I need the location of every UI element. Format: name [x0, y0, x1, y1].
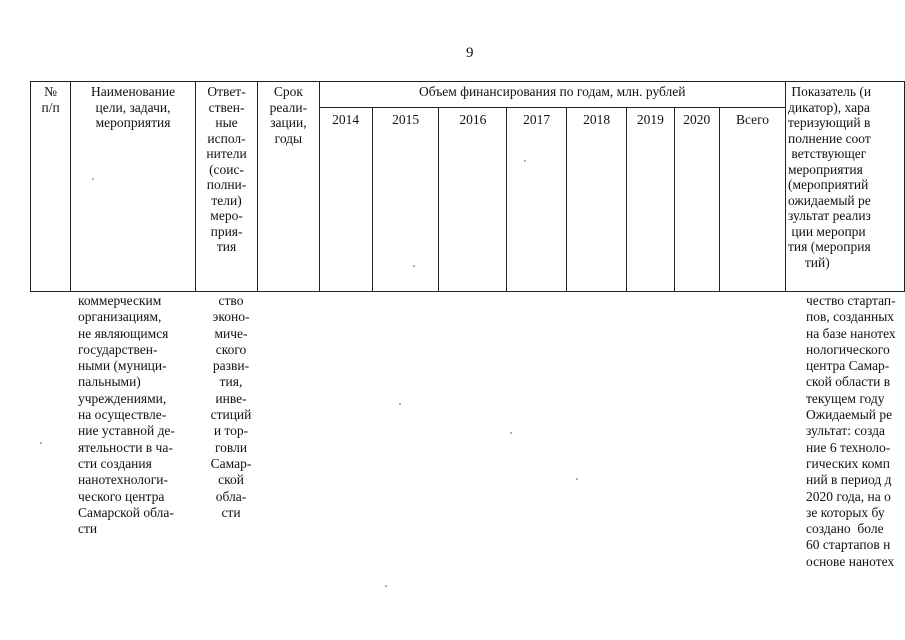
scan-speck — [399, 403, 401, 405]
row-name-text: коммерческим организациям, не являющимся государствен- ными (муници- пальными) учреждениями, на осуществле- ние уставной де- ятельности в ча- сти создания нанотехнологи- ческого центра Самарской обла- сти — [78, 293, 175, 537]
header-year-2014: 2014 — [319, 108, 372, 292]
header-year-2016: 2016 — [439, 108, 507, 292]
scan-speck — [413, 265, 415, 267]
header-number: № п/п — [31, 82, 71, 292]
scan-speck — [524, 160, 526, 162]
header-term: Срок реали- зации, годы — [258, 82, 319, 292]
header-name: Наименование цели, задачи, мероприятия — [71, 82, 196, 292]
scan-speck — [510, 432, 512, 434]
scan-speck — [92, 178, 94, 180]
header-total: Всего — [720, 108, 786, 292]
header-year-2020: 2020 — [674, 108, 720, 292]
scan-speck — [576, 478, 578, 480]
scan-speck — [385, 585, 387, 587]
scan-speck — [40, 442, 42, 444]
header-year-2017: 2017 — [507, 108, 567, 292]
row-responsible-text: ство эконо- миче- ского разви- тия, инве- стиций и тор- говли Самар- ской обла- сти — [210, 293, 252, 520]
header-year-2015: 2015 — [372, 108, 439, 292]
header-year-2019: 2019 — [627, 108, 674, 292]
header-indicator: Показатель (и дикатор), хара теризующий в полнение соот ветствующег мероприятия (мероприятий ожидаемый ре зультат реализ ции меропри тия (мероприя тий) — [786, 82, 905, 292]
header-financing: Объем финансирования по годам, млн. рублей — [319, 82, 785, 108]
financing-table-header — [30, 81, 905, 292]
header-responsible: Ответ- ствен- ные испол- нители (соис- полни- тели) меро- прия- тия — [195, 82, 257, 292]
header-year-2018: 2018 — [567, 108, 627, 292]
row-indicator-text: чество стартап- пов, созданных на базе нанотех нологического центра Самар- ской области в текущем году Ожидаемый ре зультат: созда ние 6 техноло- гических комп ний в период д 2020 года, на о зе которых бу создано боле 60 стартапов н основе нанотех — [806, 293, 896, 569]
page-number: 9 — [466, 45, 474, 61]
